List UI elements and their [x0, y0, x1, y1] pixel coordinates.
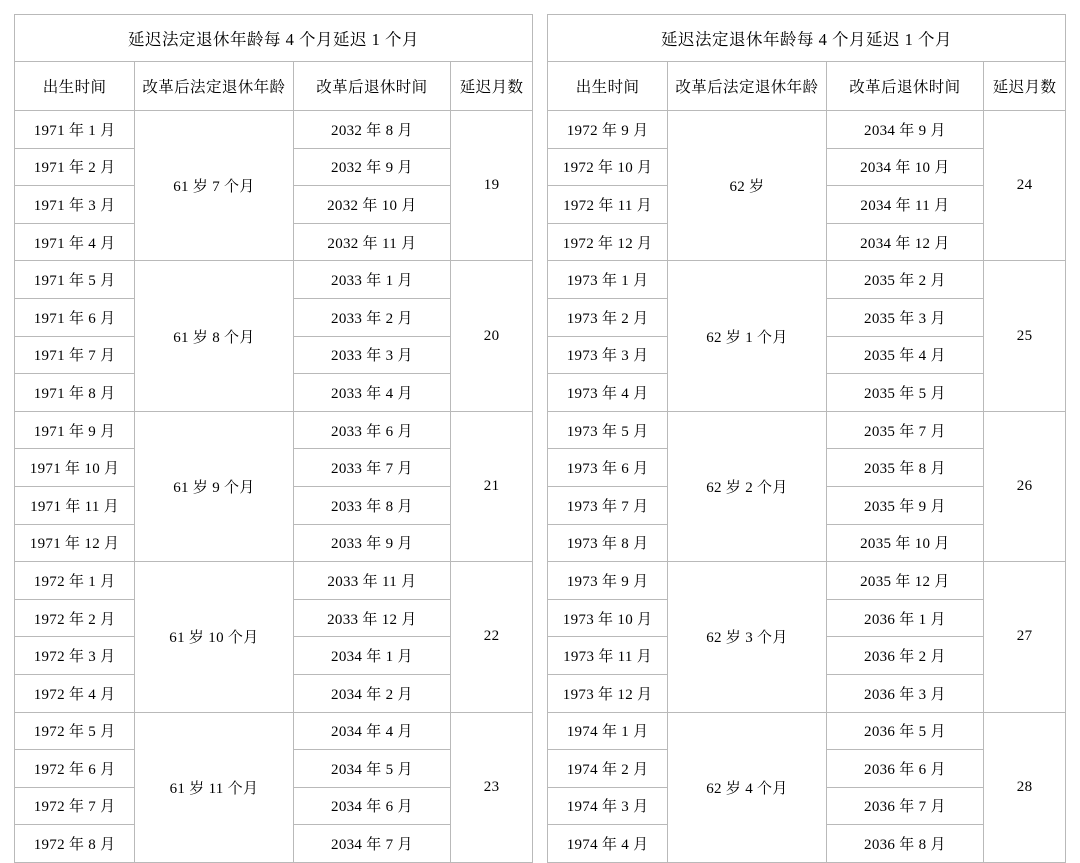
- retirement-age-cell: 61 岁 8 个月: [135, 261, 294, 411]
- retirement-date-cell: 2036 年 3 月: [826, 674, 983, 712]
- table-header-row: [548, 62, 1066, 111]
- birth-date-cell: 1972 年 8 月: [15, 825, 135, 863]
- birth-date-cell: 1973 年 8 月: [548, 524, 668, 562]
- retirement-age-cell: 61 岁 10 个月: [135, 562, 294, 712]
- retirement-date-cell: 2033 年 6 月: [293, 411, 450, 449]
- birth-date-cell: 1971 年 8 月: [15, 374, 135, 412]
- birth-date-cell: 1972 年 9 月: [548, 111, 668, 149]
- table-row: [548, 712, 1066, 750]
- retirement-date-cell: 2034 年 6 月: [293, 787, 450, 825]
- table-title: 延迟法定退休年龄每 4 个月延迟 1 个月: [15, 15, 533, 62]
- birth-date-cell: 1973 年 2 月: [548, 298, 668, 336]
- column-header: 延迟月数: [451, 62, 533, 111]
- birth-date-cell: 1971 年 10 月: [15, 449, 135, 487]
- birth-date-cell: 1973 年 1 月: [548, 261, 668, 299]
- retirement-age-cell: 61 岁 9 个月: [135, 411, 294, 561]
- birth-date-cell: 1973 年 9 月: [548, 562, 668, 600]
- delay-months-cell: 27: [984, 562, 1066, 712]
- table-title-row: [548, 15, 1066, 62]
- birth-date-cell: 1972 年 4 月: [15, 674, 135, 712]
- column-header: 改革后法定退休年龄: [135, 62, 294, 111]
- birth-date-cell: 1974 年 4 月: [548, 825, 668, 863]
- delay-months-cell: 20: [451, 261, 533, 411]
- table-title: 延迟法定退休年龄每 4 个月延迟 1 个月: [548, 15, 1066, 62]
- retirement-age-cell: 61 岁 11 个月: [135, 712, 294, 862]
- birth-date-cell: 1972 年 10 月: [548, 148, 668, 186]
- birth-date-cell: 1973 年 6 月: [548, 449, 668, 487]
- column-header: 改革后法定退休年龄: [668, 62, 827, 111]
- birth-date-cell: 1971 年 3 月: [15, 186, 135, 224]
- retirement-date-cell: 2032 年 9 月: [293, 148, 450, 186]
- retirement-date-cell: 2035 年 10 月: [826, 524, 983, 562]
- retirement-date-cell: 2034 年 12 月: [826, 223, 983, 261]
- birth-date-cell: 1972 年 7 月: [15, 787, 135, 825]
- retirement-date-cell: 2033 年 3 月: [293, 336, 450, 374]
- schedule-table-right-body: [548, 15, 1066, 863]
- birth-date-cell: 1973 年 3 月: [548, 336, 668, 374]
- birth-date-cell: 1973 年 4 月: [548, 374, 668, 412]
- retirement-date-cell: 2035 年 5 月: [826, 374, 983, 412]
- table-row: [548, 562, 1066, 600]
- birth-date-cell: 1973 年 12 月: [548, 674, 668, 712]
- retirement-date-cell: 2034 年 11 月: [826, 186, 983, 224]
- retirement-date-cell: 2034 年 10 月: [826, 148, 983, 186]
- retirement-age-cell: 62 岁 2 个月: [668, 411, 827, 561]
- retirement-date-cell: 2034 年 7 月: [293, 825, 450, 863]
- birth-date-cell: 1972 年 6 月: [15, 750, 135, 788]
- retirement-date-cell: 2036 年 1 月: [826, 599, 983, 637]
- birth-date-cell: 1972 年 2 月: [15, 599, 135, 637]
- table-row: [15, 712, 533, 750]
- birth-date-cell: 1974 年 3 月: [548, 787, 668, 825]
- retirement-date-cell: 2032 年 10 月: [293, 186, 450, 224]
- birth-date-cell: 1971 年 5 月: [15, 261, 135, 299]
- retirement-date-cell: 2032 年 8 月: [293, 111, 450, 149]
- table-row: [15, 411, 533, 449]
- column-header: 出生时间: [15, 62, 135, 111]
- retirement-date-cell: 2033 年 9 月: [293, 524, 450, 562]
- delay-months-cell: 19: [451, 111, 533, 261]
- column-header: 出生时间: [548, 62, 668, 111]
- retirement-date-cell: 2035 年 2 月: [826, 261, 983, 299]
- retirement-date-cell: 2035 年 7 月: [826, 411, 983, 449]
- delay-months-cell: 24: [984, 111, 1066, 261]
- retirement-date-cell: 2035 年 9 月: [826, 486, 983, 524]
- column-header: 改革后退休时间: [293, 62, 450, 111]
- schedule-table-left-wrap: [14, 14, 540, 854]
- table-row: [548, 261, 1066, 299]
- retirement-age-cell: 62 岁 3 个月: [668, 562, 827, 712]
- retirement-date-cell: 2033 年 2 月: [293, 298, 450, 336]
- table-row: [548, 111, 1066, 149]
- delay-months-cell: 25: [984, 261, 1066, 411]
- retirement-date-cell: 2033 年 7 月: [293, 449, 450, 487]
- delay-months-cell: 22: [451, 562, 533, 712]
- schedule-table-right-wrap: [540, 14, 1066, 854]
- retirement-date-cell: 2036 年 2 月: [826, 637, 983, 675]
- birth-date-cell: 1974 年 1 月: [548, 712, 668, 750]
- retirement-date-cell: 2035 年 4 月: [826, 336, 983, 374]
- birth-date-cell: 1971 年 1 月: [15, 111, 135, 149]
- birth-date-cell: 1971 年 6 月: [15, 298, 135, 336]
- birth-date-cell: 1971 年 4 月: [15, 223, 135, 261]
- column-header: 延迟月数: [984, 62, 1066, 111]
- delay-months-cell: 26: [984, 411, 1066, 561]
- retirement-date-cell: 2035 年 3 月: [826, 298, 983, 336]
- birth-date-cell: 1973 年 5 月: [548, 411, 668, 449]
- birth-date-cell: 1971 年 9 月: [15, 411, 135, 449]
- retirement-date-cell: 2033 年 1 月: [293, 261, 450, 299]
- retirement-date-cell: 2033 年 12 月: [293, 599, 450, 637]
- retirement-date-cell: 2034 年 9 月: [826, 111, 983, 149]
- table-row: [548, 411, 1066, 449]
- retirement-date-cell: 2035 年 8 月: [826, 449, 983, 487]
- retirement-date-cell: 2036 年 7 月: [826, 787, 983, 825]
- birth-date-cell: 1973 年 11 月: [548, 637, 668, 675]
- table-row: [15, 111, 533, 149]
- table-title-row: [15, 15, 533, 62]
- retirement-age-cell: 61 岁 7 个月: [135, 111, 294, 261]
- retirement-age-cell: 62 岁 4 个月: [668, 712, 827, 862]
- retirement-date-cell: 2034 年 4 月: [293, 712, 450, 750]
- birth-date-cell: 1972 年 12 月: [548, 223, 668, 261]
- birth-date-cell: 1974 年 2 月: [548, 750, 668, 788]
- birth-date-cell: 1972 年 3 月: [15, 637, 135, 675]
- table-row: [15, 261, 533, 299]
- delay-months-cell: 23: [451, 712, 533, 862]
- retirement-date-cell: 2033 年 8 月: [293, 486, 450, 524]
- schedule-table-left: [14, 14, 533, 863]
- retirement-date-cell: 2033 年 4 月: [293, 374, 450, 412]
- schedule-table-right: [547, 14, 1066, 863]
- table-header-row: [15, 62, 533, 111]
- delay-months-cell: 21: [451, 411, 533, 561]
- retirement-age-cell: 62 岁 1 个月: [668, 261, 827, 411]
- retirement-date-cell: 2034 年 1 月: [293, 637, 450, 675]
- retirement-date-cell: 2036 年 8 月: [826, 825, 983, 863]
- retirement-date-cell: 2032 年 11 月: [293, 223, 450, 261]
- column-header: 改革后退休时间: [826, 62, 983, 111]
- birth-date-cell: 1971 年 11 月: [15, 486, 135, 524]
- birth-date-cell: 1971 年 2 月: [15, 148, 135, 186]
- birth-date-cell: 1971 年 7 月: [15, 336, 135, 374]
- birth-date-cell: 1971 年 12 月: [15, 524, 135, 562]
- schedule-table-left-body: [15, 15, 533, 863]
- birth-date-cell: 1972 年 11 月: [548, 186, 668, 224]
- birth-date-cell: 1972 年 1 月: [15, 562, 135, 600]
- retirement-date-cell: 2035 年 12 月: [826, 562, 983, 600]
- retirement-date-cell: 2033 年 11 月: [293, 562, 450, 600]
- table-row: [15, 562, 533, 600]
- birth-date-cell: 1973 年 10 月: [548, 599, 668, 637]
- delay-months-cell: 28: [984, 712, 1066, 862]
- retirement-age-cell: 62 岁: [668, 111, 827, 261]
- birth-date-cell: 1973 年 7 月: [548, 486, 668, 524]
- birth-date-cell: 1972 年 5 月: [15, 712, 135, 750]
- retirement-date-cell: 2034 年 5 月: [293, 750, 450, 788]
- retirement-date-cell: 2036 年 6 月: [826, 750, 983, 788]
- retirement-date-cell: 2034 年 2 月: [293, 674, 450, 712]
- retirement-date-cell: 2036 年 5 月: [826, 712, 983, 750]
